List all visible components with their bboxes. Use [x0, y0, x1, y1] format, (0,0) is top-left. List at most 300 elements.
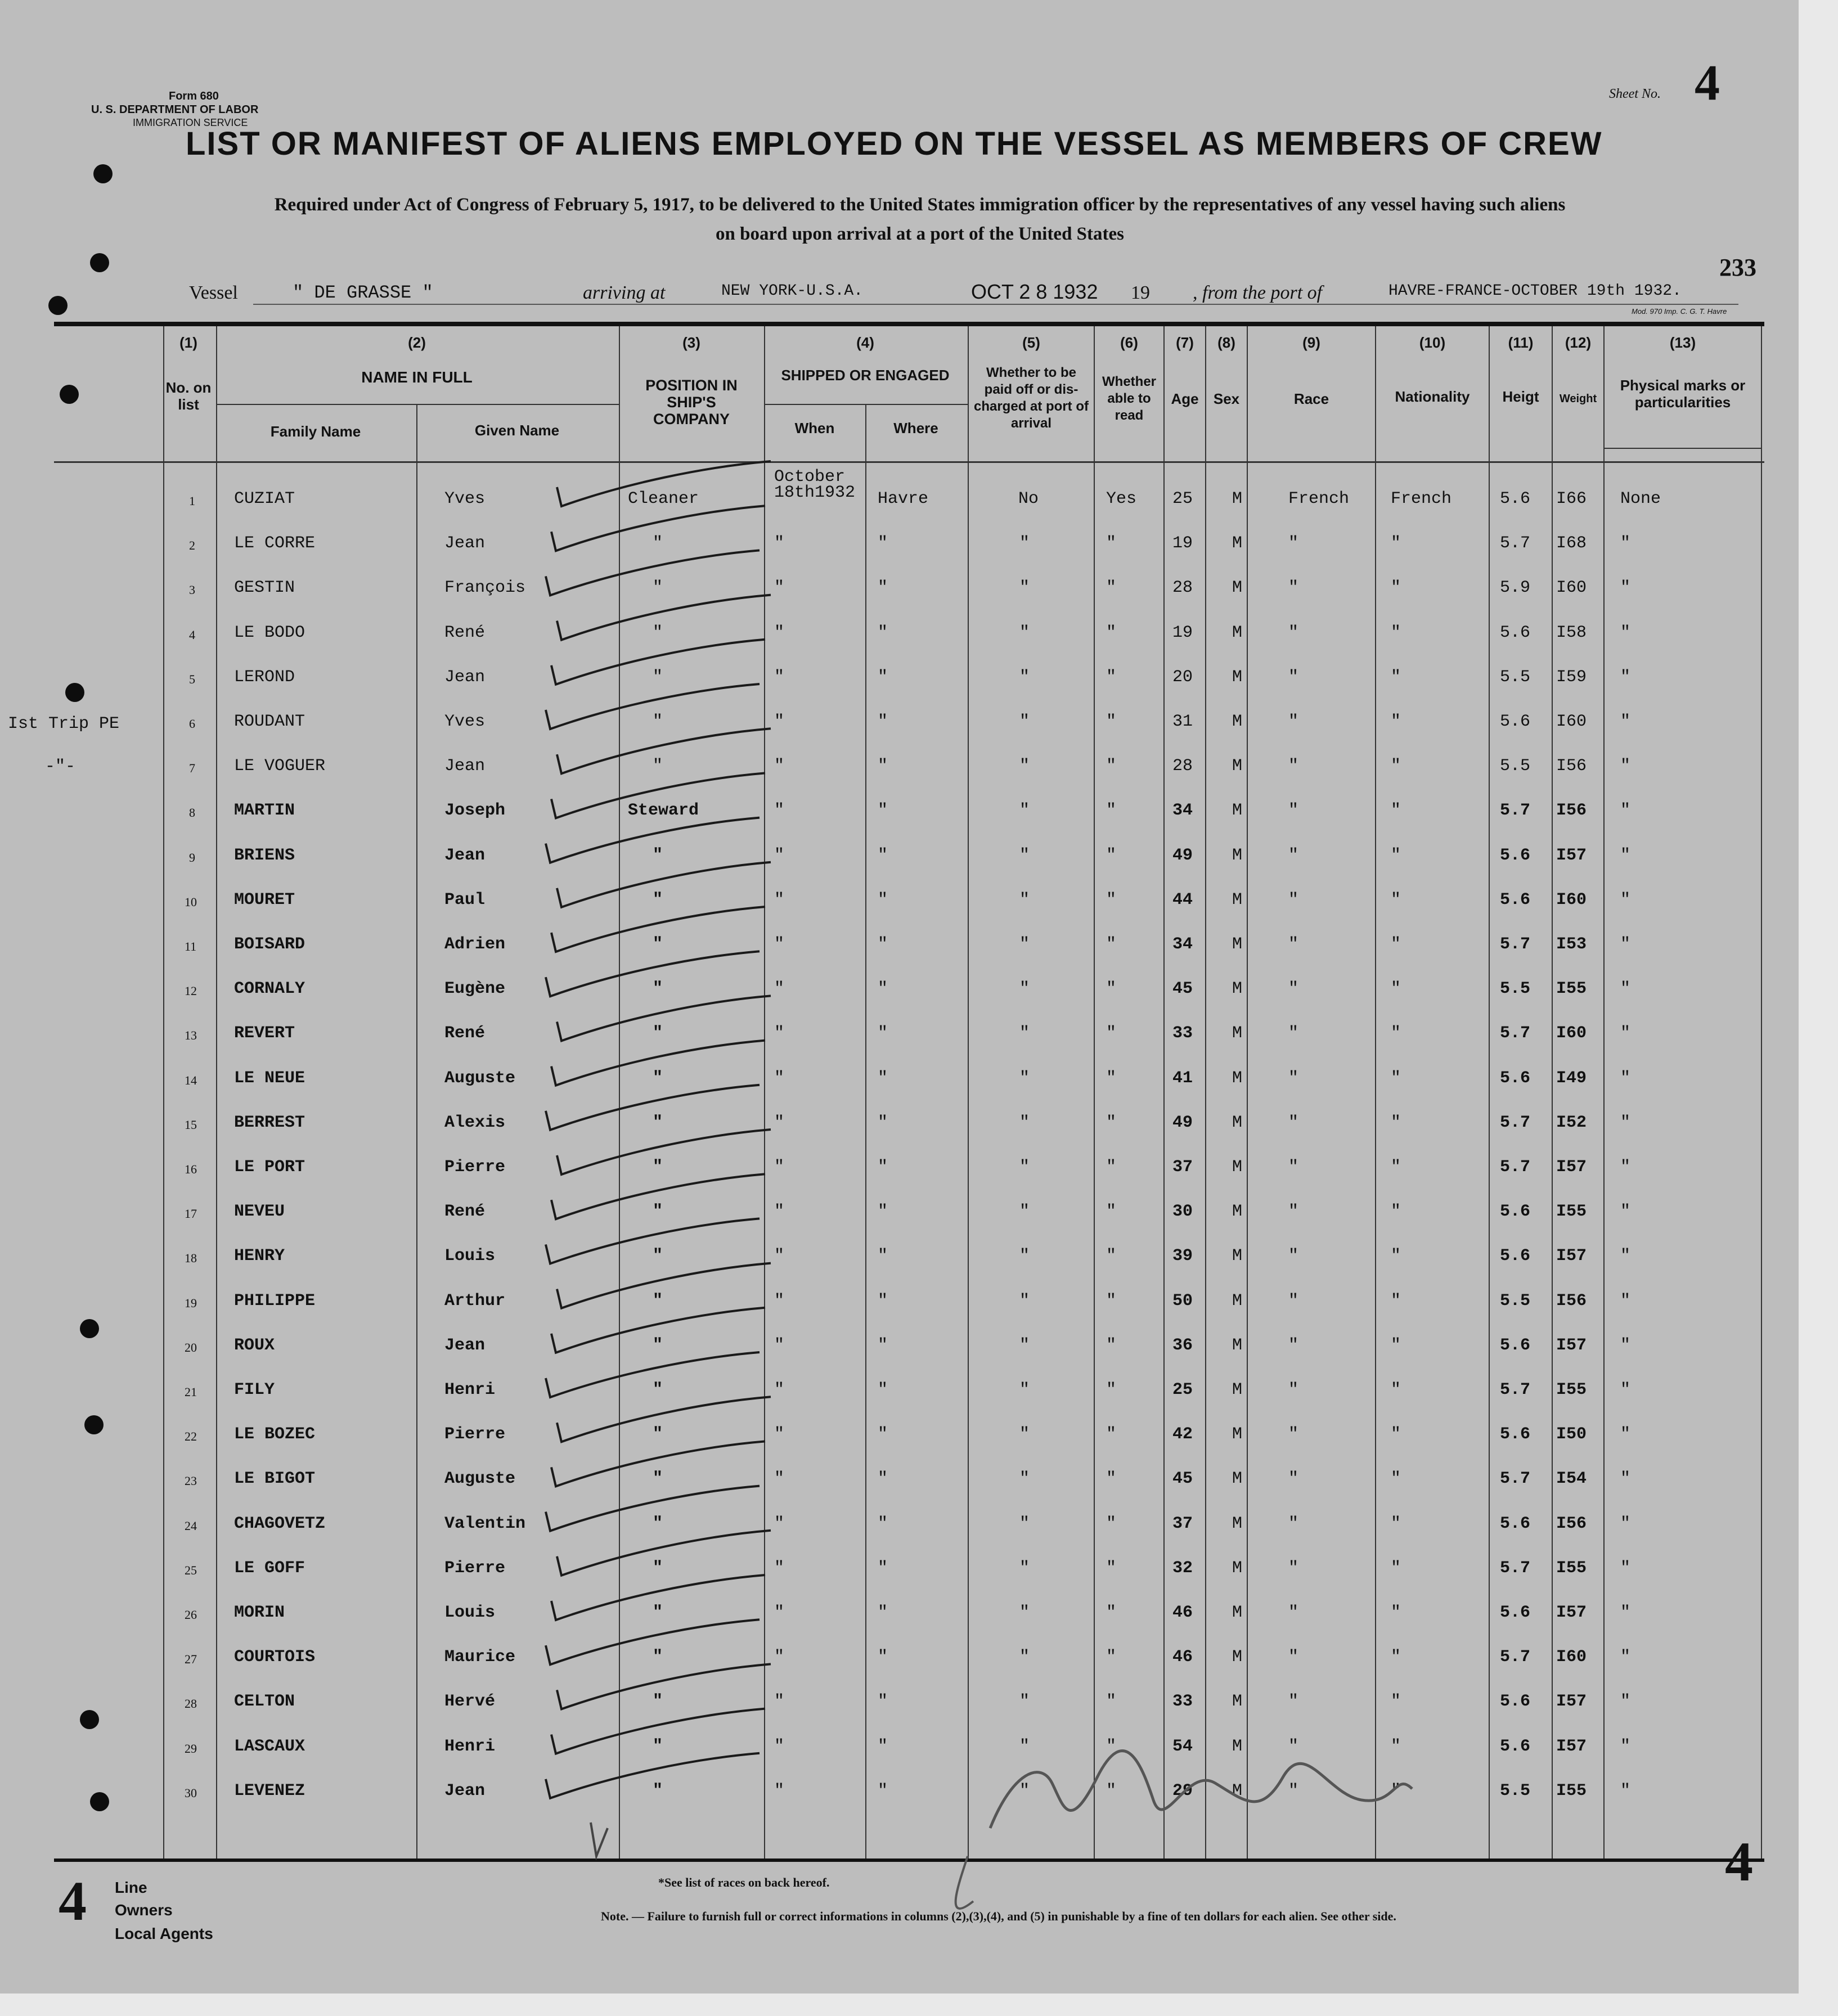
- cell-marks: ": [1620, 534, 1631, 554]
- cell-race: ": [1288, 1113, 1299, 1132]
- cell-nat: ": [1391, 757, 1401, 776]
- cell-position: ": [653, 1781, 663, 1801]
- col10-num: (10): [1419, 334, 1446, 351]
- cell-paid: ": [1019, 757, 1030, 776]
- cell-age: 34: [1172, 935, 1193, 954]
- cell-where: ": [878, 1335, 888, 1355]
- col10-header: Nationality: [1395, 388, 1470, 405]
- row-number: 12: [185, 984, 197, 998]
- cell-nat: ": [1391, 1246, 1401, 1266]
- col6-header: Whether able to read: [1102, 374, 1156, 423]
- cell-nat: ": [1391, 1113, 1401, 1132]
- cell-paid: ": [1019, 1736, 1030, 1756]
- cell-where: ": [878, 1113, 888, 1132]
- cell-height: 5.6: [1500, 1514, 1531, 1533]
- cell-marks: ": [1620, 1603, 1631, 1622]
- footer-line-label: Line: [115, 1879, 147, 1896]
- margin-note-ditto: -"-: [45, 757, 76, 776]
- cell-nat: ": [1391, 1603, 1401, 1622]
- cell-family: COURTOIS: [234, 1648, 316, 1667]
- cell-weight: I60: [1556, 1024, 1587, 1043]
- cell-when: ": [774, 578, 785, 598]
- department-name: U. S. DEPARTMENT OF LABOR: [91, 104, 259, 116]
- cell-family: LEVENEZ: [234, 1781, 305, 1801]
- cell-race: ": [1288, 890, 1299, 910]
- cell-position: ": [653, 667, 663, 687]
- cell-sex: M: [1232, 1692, 1243, 1712]
- cell-read: ": [1106, 1648, 1117, 1667]
- cell-read: ": [1106, 1335, 1117, 1355]
- cell-family: CUZIAT: [234, 489, 295, 508]
- cell-when: ": [774, 935, 785, 954]
- cell-age: 32: [1172, 1558, 1193, 1578]
- cell-family: LE CORRE: [234, 534, 316, 554]
- cell-race: ": [1288, 1425, 1299, 1444]
- cell-paid: ": [1019, 1202, 1030, 1222]
- corner-number-left: 4: [59, 1870, 87, 1932]
- cell-race: ": [1288, 1158, 1299, 1177]
- vessel-name: " DE GRASSE ": [293, 282, 433, 303]
- cell-age: 46: [1172, 1648, 1193, 1667]
- cell-position: ": [653, 534, 663, 554]
- cell-given: Jean: [444, 845, 486, 865]
- cell-marks: ": [1620, 1736, 1631, 1756]
- cell-weight: I56: [1556, 1291, 1587, 1311]
- cell-family: LEROND: [234, 667, 295, 687]
- cell-given: Jean: [444, 1335, 486, 1355]
- cell-nat: ": [1391, 1425, 1401, 1444]
- cell-where: ": [878, 534, 888, 554]
- row-number: 23: [185, 1474, 197, 1488]
- col8-header: Sex: [1213, 390, 1240, 407]
- cell-weight: I60: [1556, 890, 1587, 910]
- cell-race: ": [1288, 1603, 1299, 1622]
- cell-nat: ": [1391, 1068, 1401, 1088]
- cell-nat: ": [1391, 1558, 1401, 1578]
- col7-header: Age: [1171, 390, 1199, 407]
- cell-where: ": [878, 1158, 888, 1177]
- col9-header: Race: [1293, 390, 1329, 407]
- footer-agents-label: Local Agents: [115, 1925, 213, 1942]
- cell-height: 5.7: [1500, 1113, 1531, 1132]
- cell-where: ": [878, 1514, 888, 1533]
- cell-height: 5.7: [1500, 935, 1531, 954]
- cell-sex: M: [1232, 1558, 1243, 1578]
- cell-position: ": [653, 979, 663, 999]
- cell-weight: I55: [1556, 1781, 1587, 1801]
- cell-age: 34: [1172, 801, 1193, 821]
- cell-given: Arthur: [444, 1291, 506, 1311]
- cell-read: ": [1106, 623, 1117, 642]
- row-number: 22: [185, 1429, 197, 1444]
- cell-position: ": [653, 1113, 663, 1132]
- cell-family: ROUX: [234, 1335, 275, 1355]
- cell-paid: ": [1019, 1380, 1030, 1400]
- cell-paid: ": [1019, 1246, 1030, 1266]
- cell-read: ": [1106, 1692, 1117, 1712]
- cell-given: Jean: [444, 1781, 486, 1801]
- cell-weight: I57: [1556, 1158, 1587, 1177]
- cell-read: ": [1106, 1781, 1117, 1801]
- cell-marks: ": [1620, 801, 1631, 821]
- cell-nat: ": [1391, 1158, 1401, 1177]
- cell-race: ": [1288, 979, 1299, 999]
- cell-nat: ": [1391, 1648, 1401, 1667]
- cell-where: ": [878, 757, 888, 776]
- cell-where: ": [878, 890, 888, 910]
- col12-header: Weight: [1559, 393, 1597, 405]
- cell-given: Jean: [444, 667, 486, 687]
- cell-read: ": [1106, 1068, 1117, 1088]
- cell-weight: I57: [1556, 1246, 1587, 1266]
- cell-weight: I55: [1556, 1380, 1587, 1400]
- cell-when: ": [774, 1335, 785, 1355]
- cell-weight: I66: [1556, 489, 1587, 508]
- cell-race: ": [1288, 1736, 1299, 1756]
- cell-age: 41: [1172, 1068, 1193, 1088]
- cell-height: 5.6: [1500, 623, 1531, 642]
- form-number: Form 680: [169, 90, 219, 102]
- cell-age: 37: [1172, 1514, 1193, 1533]
- cell-read: ": [1106, 1246, 1117, 1266]
- cell-nat: ": [1391, 1024, 1401, 1043]
- cell-where: ": [878, 1648, 888, 1667]
- cell-position: ": [653, 1603, 663, 1622]
- cell-family: LE GOFF: [234, 1558, 305, 1578]
- cell-sex: M: [1232, 935, 1243, 954]
- cell-weight: I55: [1556, 1202, 1587, 1222]
- cell-position: Steward: [628, 801, 699, 821]
- cell-nat: ": [1391, 1380, 1401, 1400]
- cell-nat: ": [1391, 1335, 1401, 1355]
- cell-paid: ": [1019, 1158, 1030, 1177]
- cell-age: 33: [1172, 1024, 1193, 1043]
- sheet-number: 4: [1695, 55, 1720, 111]
- cell-marks: ": [1620, 1425, 1631, 1444]
- cell-read: ": [1106, 534, 1117, 554]
- cell-position: ": [653, 1514, 663, 1533]
- col2b-header: Given Name: [474, 422, 560, 439]
- cell-where: ": [878, 1558, 888, 1578]
- subtitle-line-1: Required under Act of Congress of February 5, 1917, to be delivered to the United States immigration officer by the representatives of any vessel having such aliens: [274, 195, 1566, 215]
- cell-weight: I60: [1556, 712, 1587, 731]
- cell-paid: ": [1019, 1113, 1030, 1132]
- cell-when: ": [774, 1425, 785, 1444]
- cell-read: ": [1106, 1380, 1117, 1400]
- cell-race: ": [1288, 1781, 1299, 1801]
- cell-given: Valentin: [444, 1514, 526, 1533]
- cell-weight: I60: [1556, 578, 1587, 598]
- cell-family: CHAGOVETZ: [234, 1514, 326, 1533]
- cell-when: ": [774, 1781, 785, 1801]
- row-number: 27: [185, 1652, 197, 1667]
- cell-age: 20: [1172, 667, 1193, 687]
- cell-height: 5.5: [1500, 1781, 1531, 1801]
- cell-paid: ": [1019, 1692, 1030, 1712]
- cell-race: ": [1288, 1068, 1299, 1088]
- row-number: 16: [185, 1162, 197, 1176]
- cell-marks: ": [1620, 1648, 1631, 1667]
- cell-age: 46: [1172, 1603, 1193, 1622]
- cell-where: ": [878, 1425, 888, 1444]
- cell-where: ": [878, 1291, 888, 1311]
- cell-when: ": [774, 1291, 785, 1311]
- row-number: 26: [185, 1608, 197, 1622]
- margin-note-first-trip: Ist Trip PE: [8, 714, 120, 734]
- cell-where: ": [878, 801, 888, 821]
- cell-read: ": [1106, 1469, 1117, 1489]
- cell-given: Henri: [444, 1380, 496, 1400]
- cell-nat: ": [1391, 534, 1401, 554]
- cell-sex: M: [1232, 1202, 1243, 1222]
- cell-when: ": [774, 1380, 785, 1400]
- cell-when: ": [774, 1648, 785, 1667]
- cell-weight: I57: [1556, 845, 1587, 865]
- cell-sex: M: [1232, 890, 1243, 910]
- cell-read: ": [1106, 845, 1117, 865]
- col4b-header: Where: [893, 420, 938, 436]
- cell-where: ": [878, 623, 888, 642]
- cell-age: 30: [1172, 1202, 1193, 1222]
- cell-when: ": [774, 1246, 785, 1266]
- cell-read: ": [1106, 1558, 1117, 1578]
- cell-family: MARTIN: [234, 801, 295, 821]
- col2-header: NAME IN FULL: [361, 368, 473, 386]
- cell-given: Auguste: [444, 1469, 516, 1489]
- col4-num: (4): [856, 334, 874, 351]
- cell-race: ": [1288, 1692, 1299, 1712]
- cell-position: ": [653, 712, 663, 731]
- cell-height: 5.9: [1500, 578, 1531, 598]
- cell-when: ": [774, 712, 785, 731]
- cell-family: BRIENS: [234, 845, 295, 865]
- cell-paid: ": [1019, 623, 1030, 642]
- date-stamp: OCT 2 8 1932: [971, 280, 1098, 303]
- cell-where: ": [878, 667, 888, 687]
- cell-where: ": [878, 1380, 888, 1400]
- cell-given: René: [444, 1024, 486, 1043]
- cell-marks: ": [1620, 1113, 1631, 1132]
- cell-marks: ": [1620, 1335, 1631, 1355]
- arrival-port: NEW YORK-U.S.A.: [721, 282, 864, 300]
- cell-weight: I52: [1556, 1113, 1587, 1132]
- cell-marks: ": [1620, 845, 1631, 865]
- row-number: 29: [185, 1741, 197, 1756]
- cell-race: ": [1288, 1246, 1299, 1266]
- cell-paid: ": [1019, 801, 1030, 821]
- col13-num: (13): [1669, 334, 1696, 351]
- col1-num: (1): [179, 334, 197, 351]
- cell-family: LE PORT: [234, 1158, 305, 1177]
- cell-paid: ": [1019, 1648, 1030, 1667]
- row-number: 19: [185, 1295, 197, 1310]
- cell-marks: ": [1620, 1158, 1631, 1177]
- cell-marks: ": [1620, 667, 1631, 687]
- cell-given: Eugène: [444, 979, 506, 999]
- cell-race: ": [1288, 623, 1299, 642]
- row-number: 9: [189, 850, 195, 865]
- cell-where: ": [878, 1202, 888, 1222]
- cell-race: ": [1288, 1558, 1299, 1578]
- cell-age: 28: [1172, 757, 1193, 776]
- row-number: 6: [189, 717, 195, 731]
- cell-height: 5.7: [1500, 1380, 1531, 1400]
- cell-paid: ": [1019, 1469, 1030, 1489]
- cell-position: ": [653, 1380, 663, 1400]
- cell-marks: ": [1620, 1202, 1631, 1222]
- cell-sex: M: [1232, 534, 1243, 554]
- cell-sex: M: [1232, 1603, 1243, 1622]
- row-number: 20: [185, 1340, 197, 1354]
- row-number: 5: [189, 672, 195, 686]
- cell-sex: M: [1232, 1024, 1243, 1043]
- cell-position: ": [653, 845, 663, 865]
- departure-port: HAVRE-FRANCE-OCTOBER 19th 1932.: [1388, 282, 1682, 300]
- races-note: *See list of races on back hereof.: [658, 1875, 830, 1889]
- cell-sex: M: [1232, 1469, 1243, 1489]
- cell-race: ": [1288, 801, 1299, 821]
- cell-read: ": [1106, 801, 1117, 821]
- row-number: 2: [189, 538, 195, 553]
- cell-age: 28: [1172, 578, 1193, 598]
- cell-nat: ": [1391, 890, 1401, 910]
- cell-where: ": [878, 1736, 888, 1756]
- sheet-label: Sheet No.: [1609, 87, 1661, 101]
- col2a-header: Family Name: [270, 423, 361, 440]
- col6-num: (6): [1120, 334, 1138, 351]
- cell-paid: ": [1019, 1514, 1030, 1533]
- cell-race: ": [1288, 534, 1299, 554]
- cell-when: ": [774, 1469, 785, 1489]
- cell-given: Louis: [444, 1603, 496, 1622]
- cell-nat: ": [1391, 1202, 1401, 1222]
- cell-when: ": [774, 1603, 785, 1622]
- cell-read: ": [1106, 1514, 1117, 1533]
- cell-height: 5.6: [1500, 1603, 1531, 1622]
- cell-nat: ": [1391, 1291, 1401, 1311]
- cell-position: ": [653, 757, 663, 776]
- cell-sex: M: [1232, 845, 1243, 865]
- cell-read: ": [1106, 578, 1117, 598]
- arriving-label: arriving at: [583, 282, 666, 303]
- printer-mod-note: Mod. 970 Imp. C. G. T. Havre: [1632, 307, 1727, 316]
- cell-family: CELTON: [234, 1692, 295, 1712]
- cell-read: ": [1106, 757, 1117, 776]
- cell-weight: I56: [1556, 757, 1587, 776]
- col5-header: Whether to be paid off or dis-charged at port of arrival: [973, 365, 1089, 431]
- cell-read: ": [1106, 1736, 1117, 1756]
- cell-position: ": [653, 890, 663, 910]
- cell-where: ": [878, 1024, 888, 1043]
- cell-race: ": [1288, 1202, 1299, 1222]
- cell-race: ": [1288, 578, 1299, 598]
- cell-family: LE VOGUER: [234, 757, 326, 776]
- cell-sex: M: [1232, 1246, 1243, 1266]
- cell-read: ": [1106, 890, 1117, 910]
- cell-age: 54: [1172, 1736, 1193, 1756]
- cell-weight: I57: [1556, 1736, 1587, 1756]
- year-label: 19: [1131, 282, 1150, 303]
- cell-given: Pierre: [444, 1425, 506, 1444]
- cell-nat: ": [1391, 845, 1401, 865]
- cell-height: 5.6: [1500, 1202, 1531, 1222]
- cell-given: René: [444, 1202, 486, 1222]
- cell-nat: ": [1391, 578, 1401, 598]
- row-number: 8: [189, 806, 195, 820]
- service-name: IMMIGRATION SERVICE: [133, 117, 248, 128]
- cell-where: ": [878, 935, 888, 954]
- page-title: LIST OR MANIFEST OF ALIENS EMPLOYED ON THE VESSEL AS MEMBERS OF CREW: [186, 125, 1603, 162]
- cell-height: 5.5: [1500, 667, 1531, 687]
- cell-age: 36: [1172, 1335, 1193, 1355]
- footer-owners-label: Owners: [115, 1901, 173, 1919]
- cell-paid: ": [1019, 1335, 1030, 1355]
- cell-marks: ": [1620, 757, 1631, 776]
- cell-paid: ": [1019, 534, 1030, 554]
- cell-age: 25: [1172, 489, 1193, 508]
- col11-header: Heigt: [1502, 388, 1539, 405]
- col7-num: (7): [1176, 334, 1194, 351]
- cell-nat: ": [1391, 1469, 1401, 1489]
- cell-read: ": [1106, 1202, 1117, 1222]
- cell-weight: I56: [1556, 1514, 1587, 1533]
- cell-marks: ": [1620, 1246, 1631, 1266]
- cell-age: 45: [1172, 979, 1193, 999]
- cell-position: ": [653, 623, 663, 642]
- vessel-label: Vessel: [189, 282, 238, 303]
- cell-given: Yves: [444, 489, 486, 508]
- cell-weight: I53: [1556, 935, 1587, 954]
- row-number: 18: [185, 1251, 197, 1266]
- cell-position: ": [653, 1648, 663, 1667]
- cell-given: Joseph: [444, 801, 506, 821]
- cell-paid: ": [1019, 1558, 1030, 1578]
- cell-given: Jean: [444, 534, 486, 554]
- cell-weight: I56: [1556, 801, 1587, 821]
- cell-age: 37: [1172, 1158, 1193, 1177]
- cell-given: Hervé: [444, 1692, 496, 1712]
- cell-marks: ": [1620, 890, 1631, 910]
- penalty-note: Note. — Failure to furnish full or correct informations in columns (2),(3),(4), and (5) in punishable by a fine of ten dollars for each alien. See other side.: [601, 1909, 1396, 1923]
- cell-where: ": [878, 1781, 888, 1801]
- cell-when: ": [774, 1558, 785, 1578]
- cell-when: ": [774, 979, 785, 999]
- cell-race: ": [1288, 667, 1299, 687]
- cell-given: Adrien: [444, 935, 506, 954]
- cell-nat: ": [1391, 979, 1401, 999]
- cell-weight: I57: [1556, 1692, 1587, 1712]
- cell-nat: ": [1391, 712, 1401, 731]
- cell-age: 29: [1172, 1781, 1193, 1801]
- cell-read: ": [1106, 1425, 1117, 1444]
- cell-height: 5.7: [1500, 1469, 1531, 1489]
- cell-sex: M: [1232, 979, 1243, 999]
- cell-given: Auguste: [444, 1068, 516, 1088]
- cell-height: 5.7: [1500, 1558, 1531, 1578]
- cell-read: ": [1106, 712, 1117, 731]
- cell-when: ": [774, 1024, 785, 1043]
- cell-paid: ": [1019, 845, 1030, 865]
- row-number: 3: [189, 583, 195, 597]
- cell-weight: I54: [1556, 1469, 1587, 1489]
- cell-family: HENRY: [234, 1246, 285, 1266]
- cell-age: 42: [1172, 1425, 1193, 1444]
- cell-height: 5.6: [1500, 1335, 1531, 1355]
- cell-age: 19: [1172, 623, 1193, 642]
- cell-position: ": [653, 1291, 663, 1311]
- cell-family: ROUDANT: [234, 712, 305, 731]
- cell-marks: ": [1620, 1781, 1631, 1801]
